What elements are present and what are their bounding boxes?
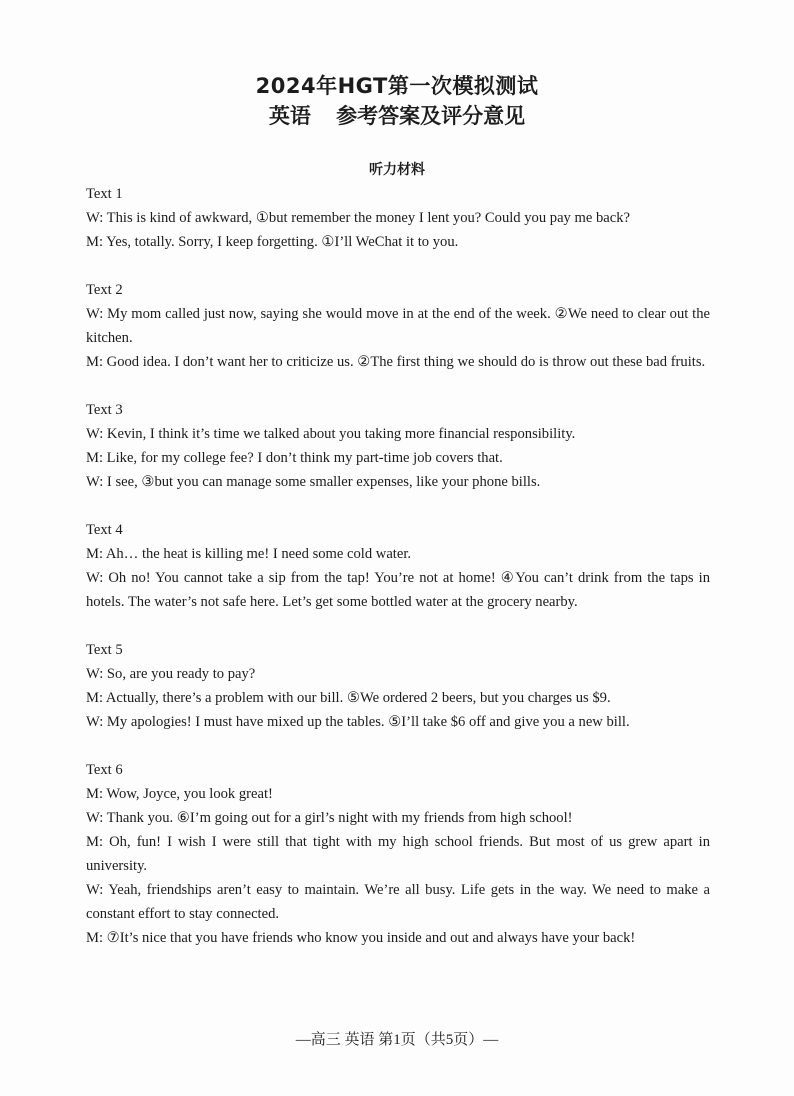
text-label: Text 2 (86, 282, 123, 298)
dialogue-line: W: My apologies! I must have mixed up the tables. ⑤I’ll take $6 off and give you a new bill. (86, 714, 630, 730)
dialogue-line: M: Ah… the heat is killing me! I need some cold water. (86, 546, 412, 562)
section-title: 听力材料 (369, 162, 425, 178)
text-label: Text 3 (86, 402, 123, 418)
dialogue-line: M: Oh, fun! I wish I were still that tight with my high school friends. But most of us grew apart in university. (86, 834, 710, 874)
dialogue-line: W: This is kind of awkward, ①but remember the money I lent you? Could you pay me back? (86, 210, 631, 226)
page-footer: —高三 英语 第1页（共5页）— (295, 1032, 499, 1048)
text-block (86, 758, 710, 950)
dialogue-line: M: Yes, totally. Sorry, I keep forgetting. ①I’ll WeChat it to you. (86, 234, 459, 250)
dialogue-line: M: Good idea. I don’t want her to criticize us. ②The first thing we should do is throw out these bad fruits. (86, 354, 706, 370)
text-block (86, 518, 710, 614)
page-header (0, 73, 794, 129)
dialogue-line: W: So, are you ready to pay? (86, 666, 256, 682)
text-label: Text 6 (86, 762, 123, 778)
text-block (86, 278, 710, 374)
text-block (86, 638, 710, 734)
document-subtitle: 英语 参考答案及评分意见 (268, 104, 526, 128)
document-title: 2024年HGT第一次模拟测试 (255, 74, 539, 98)
text-block (86, 398, 710, 494)
dialogue-line: W: My mom called just now, saying she would move in at the end of the week. ②We need to clear out the kitchen. (86, 306, 710, 346)
text-label: Text 5 (86, 642, 123, 658)
dialogue-line: M: Wow, Joyce, you look great! (86, 786, 273, 802)
dialogue-line: W: Thank you. ⑥I’m going out for a girl’s night with my friends from high school! (86, 810, 573, 826)
dialogue-line: W: Yeah, friendships aren’t easy to maintain. We’re all busy. Life gets in the way. We need to make a constant effort to stay connected. (86, 882, 710, 922)
text-label: Text 1 (86, 186, 123, 202)
text-label: Text 4 (86, 522, 123, 538)
text-block (86, 182, 710, 254)
dialogue-line: M: ⑦It’s nice that you have friends who know you inside and out and always have your back! (86, 930, 636, 946)
listening-transcript (86, 182, 710, 974)
dialogue-line: W: I see, ③but you can manage some smaller expenses, like your phone bills. (86, 474, 541, 490)
dialogue-line: W: Kevin, I think it’s time we talked about you taking more financial responsibility. (86, 426, 576, 442)
dialogue-line: M: Like, for my college fee? I don’t think my part-time job covers that. (86, 450, 503, 466)
dialogue-line: W: Oh no! You cannot take a sip from the tap! You’re not at home! ④You can’t drink from the taps in hotels. The water’s not safe here. Let’s get some bottled water at the grocery nearby. (86, 570, 710, 610)
dialogue-line: M: Actually, there’s a problem with our bill. ⑤We ordered 2 beers, but you charges us $9. (86, 690, 611, 706)
